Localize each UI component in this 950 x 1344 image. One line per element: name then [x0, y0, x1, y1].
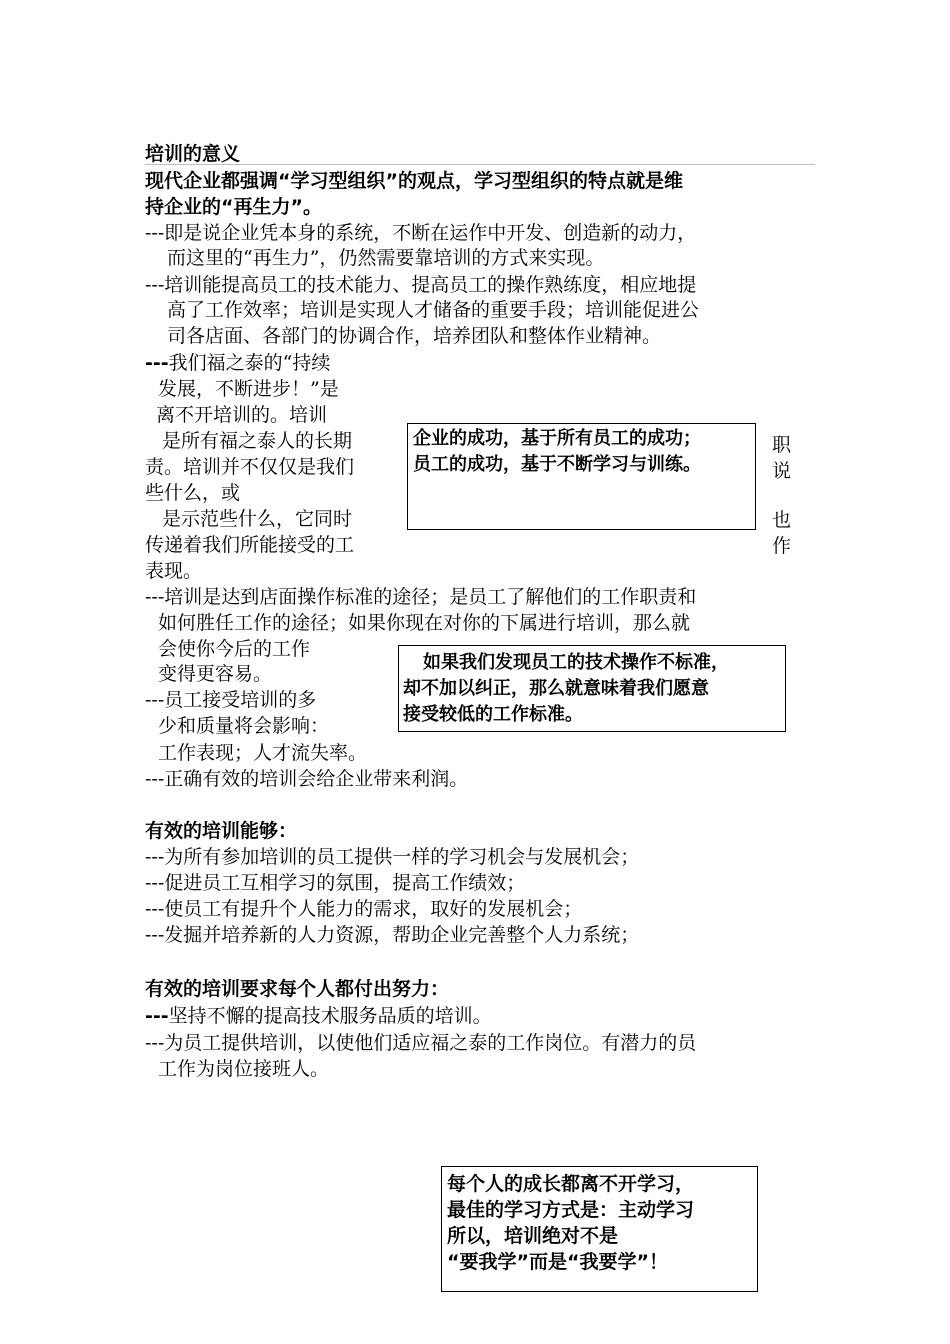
callout-learning-line-2: 最佳的学习方式是：主动学习 [447, 1199, 695, 1221]
paragraph-3-line-4: 是所有福之泰人的长期 [162, 430, 353, 452]
paragraph-2-line-2: 高了工作效率；培训是实现人才储备的重要手段；培训能促进公 [167, 299, 700, 321]
callout-standards-line-2: 却不加以纠正，那么就意味着我们愿意 [403, 678, 709, 699]
paragraph-3-line-5: 责。培训并不仅仅是我们 [145, 456, 355, 478]
callout-standards-line-1: 如果我们发现员工的技术操作不标准， [423, 652, 729, 673]
section-2-title: 有效的培训能够： [145, 820, 298, 842]
wrapped-char-2: 说 [772, 460, 792, 482]
intro-line-1: 现代企业都强调“学习型组织”的观点，学习型组织的特点就是维 [145, 170, 683, 192]
callout-box-standards [398, 645, 786, 732]
paragraph-3-line-8: 传递着我们所能接受的工 [145, 534, 355, 556]
paragraph-4-line-6: 少和质量将会影响： [158, 715, 330, 737]
callout-standards-line-3: 接受较低的工作标准。 [403, 704, 583, 725]
callout-learning-line-3: 所以，培训绝对不是 [447, 1225, 619, 1247]
paragraph-1-line-2: 而这里的“再生力”，仍然需要靠培训的方式来实现。 [167, 247, 605, 269]
paragraph-3-line-2: 发展，不断进步！”是 [158, 378, 339, 400]
paragraph-2-line-3: 司各店面、各部门的协调合作，培养团队和整体作业精神。 [167, 325, 662, 347]
paragraph-1-line-1: ---即是说企业凭本身的系统，不断在运作中开发、创造新的动力， [145, 222, 697, 244]
section-3-item-3: 工作为岗位接班人。 [158, 1058, 330, 1080]
bold-dashes: --- [145, 1005, 169, 1027]
paragraph-4-line-7: 工作表现；人才流失率。 [158, 742, 368, 764]
paragraph-3-line-9: 表现。 [145, 560, 203, 582]
paragraph-4-line-8: ---正确有效的培训会给企业带来利润。 [145, 768, 469, 790]
heading-divider [145, 164, 815, 165]
paragraph-4-line-3: 会使你今后的工作 [158, 638, 311, 660]
section-2-item-3: ---使员工有提升个人能力的需求，取好的发展机会； [145, 898, 583, 920]
section-2-item-1: ---为所有参加培训的员工提供一样的学习机会与发展机会； [145, 846, 640, 868]
callout-learning-line-1: 每个人的成长都离不开学习， [447, 1173, 695, 1195]
paragraph-3-line-7: 是示范些什么，它同时 [162, 508, 353, 530]
paragraph-3-line-6: 些什么，或 [145, 482, 241, 504]
paragraph-3-line-3: 离不开培训的。培训 [156, 404, 328, 426]
page-heading: 培训的意义 [145, 143, 241, 165]
paragraph-3-line-1: ---我们福之泰的“持续 [145, 352, 331, 374]
wrapped-char-3: 也 [772, 509, 792, 531]
section-3-item-2: ---为员工提供培训，以使他们适应福之泰的工作岗位。有潜力的员 [145, 1032, 697, 1054]
intro-line-2: 持企业的“再生力”。 [145, 196, 322, 218]
callout-success-line-2: 员工的成功，基于不断学习与训练。 [413, 454, 701, 475]
callout-box-success [407, 423, 756, 530]
wrapped-char-4: 作 [772, 535, 792, 557]
section-3-item-1: ---坚持不懈的提高技术服务品质的培训。 [145, 1005, 492, 1027]
section-3-title: 有效的培训要求每个人都付出努力： [145, 978, 450, 1000]
paragraph-2-line-1: ---培训能提高员工的技术能力、提高员工的操作熟练度，相应地提 [145, 274, 697, 296]
callout-learning-line-4: “要我学”而是“我要学”！ [447, 1251, 668, 1273]
paragraph-4-line-1: ---培训是达到店面操作标准的途径；是员工了解他们的工作职责和 [145, 586, 697, 608]
paragraph-4-line-2: 如何胜任工作的途径；如果你现在对你的下属进行培训，那么就 [158, 612, 691, 634]
callout-box-learning [441, 1166, 758, 1292]
callout-success-line-1: 企业的成功，基于所有员工的成功； [413, 428, 701, 449]
bold-dashes: --- [145, 352, 169, 374]
paragraph-4-line-5: ---员工接受培训的多 [145, 689, 317, 711]
section-2-item-2: ---促进员工互相学习的氛围，提高工作绩效； [145, 872, 526, 894]
section-2-item-4: ---发掘并培养新的人力资源，帮助企业完善整个人力系统； [145, 924, 640, 946]
wrapped-char-1: 职 [772, 434, 792, 456]
paragraph-4-line-4: 变得更容易。 [158, 663, 273, 685]
